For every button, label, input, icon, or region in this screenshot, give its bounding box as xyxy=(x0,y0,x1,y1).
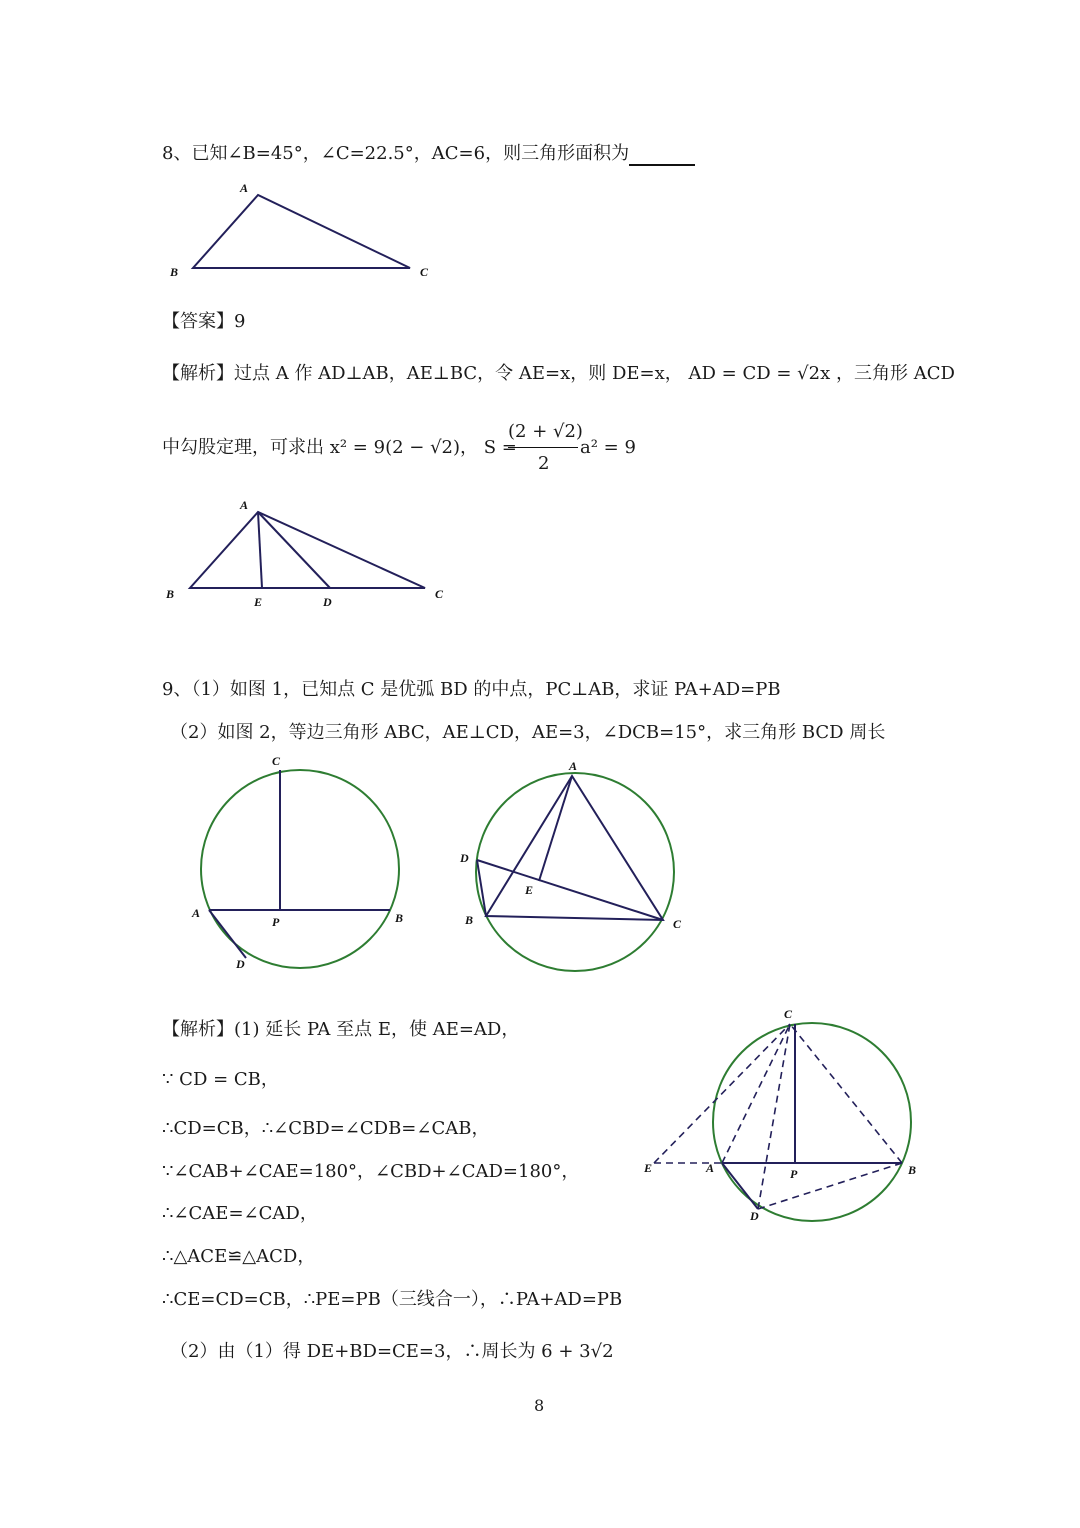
circle xyxy=(713,1023,911,1221)
label-a: A xyxy=(192,906,201,920)
label-b: B xyxy=(170,265,179,279)
q9-part1: 9、（1）如图 1，已知点 C 是优弧 BD 的中点，PC⊥AB，求证 PA+AD=PB xyxy=(162,679,781,700)
label-c: C xyxy=(784,1007,793,1021)
q9-figure-2 xyxy=(455,756,695,981)
label-c: C xyxy=(272,754,281,768)
label-b: B xyxy=(908,1163,917,1177)
segment-ae xyxy=(258,512,262,588)
circle xyxy=(476,773,674,971)
q8-question-text: 8、已知∠B=45°，∠C=22.5°，AC=6，则三角形面积为 xyxy=(162,143,630,164)
triangle-abc xyxy=(193,195,410,268)
label-d: D xyxy=(236,957,245,971)
segment-dc xyxy=(477,860,663,920)
q8-question xyxy=(162,142,695,166)
fraction-denominator: 2 xyxy=(538,453,550,474)
label-c: C xyxy=(435,587,444,601)
label-d: D xyxy=(323,595,332,609)
label-b: B xyxy=(166,587,175,601)
q8-solution-figure xyxy=(160,498,460,618)
label-p: P xyxy=(790,1167,798,1181)
label-e: E xyxy=(644,1161,653,1175)
solution-line-1: 【解析】(1) 延长 PA 至点 E，使 AE=AD， xyxy=(162,1019,520,1040)
label-d: D xyxy=(750,1209,759,1223)
fraction-numerator: (2 + √2) xyxy=(508,421,583,442)
label-a: A xyxy=(240,181,249,195)
solution-line-5: ∴∠CAE=∠CAD， xyxy=(162,1203,318,1224)
fraction-bar xyxy=(508,447,578,448)
solution-line-6: ∴△ACE≌△ACD， xyxy=(162,1246,316,1267)
segment-ae xyxy=(539,776,572,881)
label-p: P xyxy=(272,915,280,929)
label-b: B xyxy=(465,913,474,927)
fraction-tail: a² = 9 xyxy=(580,437,636,458)
solution-line-3: ∴CD=CB，∴∠CBD=∠CDB=∠CAB， xyxy=(162,1118,490,1139)
label-a: A xyxy=(569,759,578,773)
q8-analysis-line2 xyxy=(162,436,517,460)
segment-bc xyxy=(790,1024,902,1163)
segment-ad xyxy=(209,910,246,958)
q8-triangle-figure xyxy=(160,180,450,290)
q9-figure-1 xyxy=(180,752,420,977)
equilateral-triangle-abc xyxy=(486,776,663,920)
label-b: B xyxy=(395,911,404,925)
segment-ec xyxy=(654,1024,790,1163)
q8-analysis-line1: 【解析】过点 A 作 AD⊥AB，AE⊥BC，令 AE=x，则 DE=x， AD = CD = √2x ，三角形 ACD xyxy=(162,363,955,384)
page-number: 8 xyxy=(534,1396,545,1415)
label-a: A xyxy=(706,1161,715,1175)
segment-db xyxy=(477,860,486,916)
label-e: E xyxy=(254,595,263,609)
solution-line-4: ∵∠CAB+∠CAE=180°，∠CBD+∠CAD=180°， xyxy=(162,1161,580,1182)
area-label: S = xyxy=(483,437,517,458)
label-c: C xyxy=(673,917,682,931)
q9-solution-figure xyxy=(640,1006,930,1226)
q9-part2: （2）如图 2，等边三角形 ABC，AE⊥CD，AE=3，∠DCB=15°，求三角形 BCD 周长 xyxy=(170,722,886,743)
solution-line-7: ∴CE=CD=CB，∴PE=PB（三线合一），∴PA+AD=PB xyxy=(162,1289,623,1310)
triangle-abc-solution xyxy=(190,512,425,588)
answer-blank xyxy=(629,146,695,166)
label-d: D xyxy=(460,851,469,865)
label-e: E xyxy=(525,883,534,897)
q8-analysis-line2-text: 中勾股定理，可求出 x² = 9(2 − √2)， xyxy=(162,437,479,458)
q8-answer: 【答案】9 xyxy=(162,311,246,332)
segment-ac xyxy=(722,1024,790,1163)
segment-dc xyxy=(758,1024,790,1209)
solution-line-2: ∵ CD = CB， xyxy=(162,1069,279,1090)
segment-ad xyxy=(722,1163,758,1209)
segment-db xyxy=(758,1163,902,1209)
label-a: A xyxy=(240,498,249,512)
solution-line-8: （2）由（1）得 DE+BD=CE=3，∴周长为 6 + 3√2 xyxy=(170,1341,614,1362)
label-c: C xyxy=(420,265,429,279)
segment-ad xyxy=(258,512,330,588)
